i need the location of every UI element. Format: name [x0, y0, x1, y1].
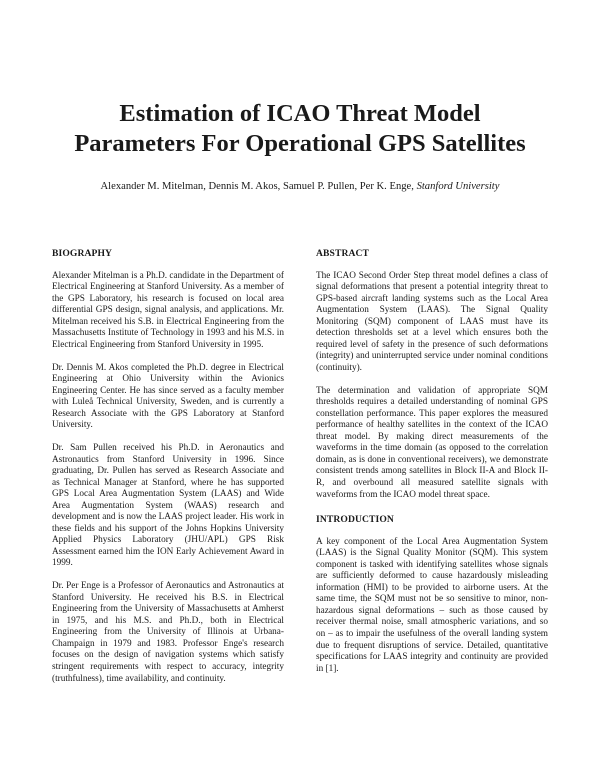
abstract-heading: ABSTRACT: [316, 248, 370, 259]
title-line-2: Parameters For Operational GPS Satellites: [74, 130, 526, 157]
introduction-heading: INTRODUCTION: [316, 514, 394, 526]
right-column: [316, 248, 548, 675]
biography-heading: BIOGRAPHY: [52, 248, 113, 259]
author-affiliation: Stanford University: [416, 181, 500, 192]
abstract-paragraph-1: The ICAO Second Order Step threat model defines a class of signal deformations that present a potential integrity threat to GPS-based aircraft landing systems such as the Local Area Augmentation System (LAAS). The Signal Quality Monitoring (SQM) component of LAAS must have its detection thresholds set at a level which ensures both the required level of safety in the presence of such deformations (integrity) and uninterrupted service under nominal conditions (continuity).: [316, 270, 548, 373]
author-line: [40, 180, 560, 193]
title-line-1: Estimation of ICAO Threat Model: [119, 100, 481, 127]
biography-paragraph-pullen: Dr. Sam Pullen received his Ph.D. in Aeronautics and Astronautics from Stanford University in 1996. Since graduating, Dr. Pullen has served as Research Associate and as Technical Manager at Stanford, where he has supported GPS Local Area Augmentation System (LAAS) and Wide Area Augmentation System (WAAS) research and development and is now the LAAS project leader. His work in these fields and his support of the Johns Hopkins University Applied Physics Laboratory (JHU/APL) GPS Risk Assessment earned him the ION Early Achievement Award in 1999.: [52, 442, 284, 569]
biography-paragraph-mitelman: Alexander Mitelman is a Ph.D. candidate in the Department of Electrical Engineering at Stanford University. As a member of the GPS Laboratory, his research is focused on local area differential GPS design, signal analysis, and applications. Mr. Mitelman received his S.B. in Electrical Engineering from the Massachusetts Institute of Technology in 1993 and his M.S. in Electrical Engineering from Stanford University in 1995.: [52, 270, 284, 350]
paper-title: [40, 99, 560, 159]
left-column: [52, 248, 284, 685]
biography-paragraph-akos: Dr. Dennis M. Akos completed the Ph.D. degree in Electrical Engineering at Ohio University within the Avionics Engineering Center. He has since served as a faculty member with Luleå Technical University, Sweden, and is currently a Research Associate with the GPS Laboratory at Stanford University.: [52, 362, 284, 431]
abstract-paragraph-2: The determination and validation of appropriate SQM thresholds requires a detailed understanding of nominal GPS constellation performance. This paper explores the measured performance of healthy satellites in the context of the ICAO threat model. By making direct measurements of the waveforms in the time domain (as opposed to the correlation domain, as is done in conventional receivers), we demonstrate consistent trends among satellites in Block II-A and Block II-R, and overbound all measured satellite signals with waveforms from the ICAO model threat space.: [316, 385, 548, 500]
biography-paragraph-enge: Dr. Per Enge is a Professor of Aeronautics and Astronautics at Stanford University. He received his B.S. in Electrical Engineering from the University of Massachusetts at Amherst in 1975, and his M.S. and Ph.D., both in Electrical Engineering from the University of Illinois at Urbana-Champaign in 1979 and 1983. Professor Enge's research focuses on the design of navigation systems which satisfy stringent requirements with respect to accuracy, integrity (truthfulness), time availability, and continuity.: [52, 581, 284, 684]
introduction-paragraph-1: A key component of the Local Area Augmentation System (LAAS) is the Signal Quality Monitor (SQM). This system component is tasked with identifying satellites whose signals are sufficiently deformed to cause hazardously misleading information (HMI) to be provided to airborne users. At the same time, the SQM must not be so sensitive to minor, non-hazardous signal deformations – such as those caused by receiver thermal noise, small atmospheric variations, and so on – as to impair the usefulness of the overall landing system due to frequent disruptions of service. Detailed, quantitative specifications for LAAS integrity and continuity are provided in [1].: [316, 536, 548, 674]
author-names: Alexander M. Mitelman, Dennis M. Akos, Samuel P. Pullen, Per K. Enge,: [100, 181, 414, 192]
